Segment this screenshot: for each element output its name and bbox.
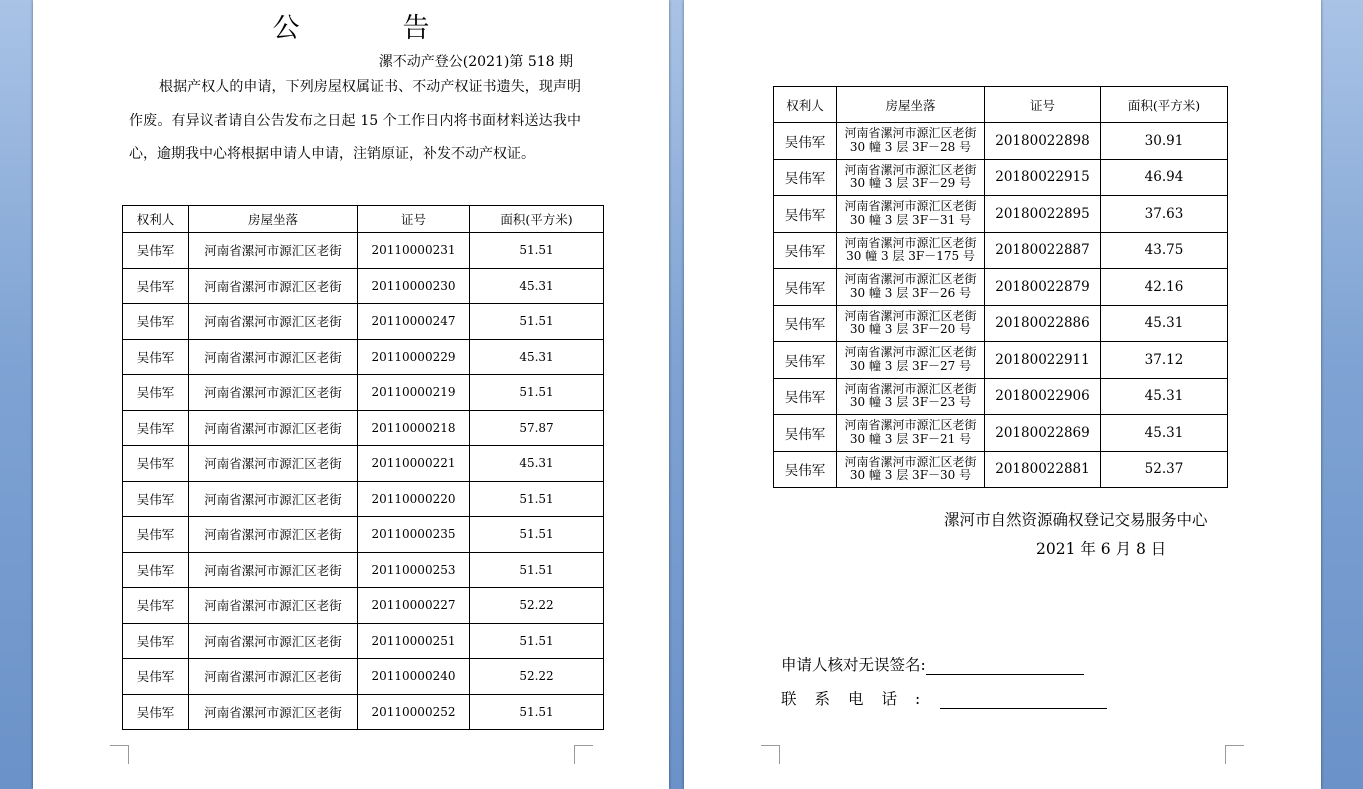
location-cell: 河南省漯河市源汇区老街 30 幢 3 层 3F－31 号: [837, 196, 985, 233]
location-cell: 河南省漯河市源汇区老街 30 幢 3 层 3F－27 号: [837, 342, 985, 379]
cert-no-cell: 20110000253: [358, 552, 470, 588]
area-cell: 51.51: [470, 481, 604, 517]
owner-cell: 吴伟军: [774, 415, 837, 452]
table-row: [774, 123, 1228, 160]
owner-cell: 吴伟军: [123, 339, 189, 375]
area-cell: 51.51: [470, 304, 604, 340]
area-cell: 51.51: [470, 233, 604, 269]
cert-no-cell: 20180022887: [985, 232, 1101, 269]
area-cell: 51.51: [470, 552, 604, 588]
table-row: [123, 552, 604, 588]
header-area: 面积(平方米): [1101, 87, 1228, 123]
location-cell: 河南省漯河市源汇区老街: [189, 552, 358, 588]
table-row: [774, 159, 1228, 196]
owner-cell: 吴伟军: [774, 342, 837, 379]
cert-no-cell: 20110000235: [358, 517, 470, 553]
owner-cell: 吴伟军: [774, 269, 837, 306]
phone-blank: [940, 694, 1107, 709]
location-cell: 河南省漯河市源汇区老街 30 幢 3 层 3F－30 号: [837, 451, 985, 488]
table-row: [123, 375, 604, 411]
owner-cell: 吴伟军: [123, 517, 189, 553]
phone-label: 联系电话:: [781, 690, 939, 708]
area-cell: 46.94: [1101, 159, 1228, 196]
area-cell: 37.63: [1101, 196, 1228, 233]
area-cell: 37.12: [1101, 342, 1228, 379]
header-cert-no: 证号: [358, 206, 470, 233]
area-cell: 45.31: [1101, 305, 1228, 342]
location-cell: 河南省漯河市源汇区老街: [189, 694, 358, 730]
table-row: [774, 269, 1228, 306]
header-cert-no: 证号: [985, 87, 1101, 123]
cert-no-cell: 20110000240: [358, 659, 470, 695]
table-row: [123, 517, 604, 553]
location-cell: 河南省漯河市源汇区老街: [189, 517, 358, 553]
area-cell: 51.51: [470, 694, 604, 730]
owner-cell: 吴伟军: [774, 451, 837, 488]
table-row: [774, 415, 1228, 452]
notice-doc-number: 漯不动产登公(2021)第 518 期: [378, 54, 573, 70]
applicant-signature-line: [781, 653, 1084, 675]
area-cell: 51.51: [470, 623, 604, 659]
cert-no-cell: 20180022898: [985, 123, 1101, 160]
owner-cell: 吴伟军: [123, 446, 189, 482]
cert-no-cell: 20180022911: [985, 342, 1101, 379]
certificate-table-right: [773, 86, 1228, 488]
owner-cell: 吴伟军: [774, 196, 837, 233]
location-cell: 河南省漯河市源汇区老街: [189, 375, 358, 411]
table-row: [123, 268, 604, 304]
cert-no-cell: 20110000218: [358, 410, 470, 446]
owner-cell: 吴伟军: [123, 375, 189, 411]
owner-cell: 吴伟军: [123, 659, 189, 695]
owner-cell: 吴伟军: [123, 481, 189, 517]
table-row: [123, 233, 604, 269]
owner-cell: 吴伟军: [774, 123, 837, 160]
location-cell: 河南省漯河市源汇区老街 30 幢 3 层 3F－21 号: [837, 415, 985, 452]
area-cell: 57.87: [470, 410, 604, 446]
header-area: 面积(平方米): [470, 206, 604, 233]
header-owner: 权利人: [774, 87, 837, 123]
table-row: [123, 481, 604, 517]
owner-cell: 吴伟军: [774, 378, 837, 415]
cert-no-cell: 20110000247: [358, 304, 470, 340]
area-cell: 51.51: [470, 375, 604, 411]
cert-no-cell: 20110000230: [358, 268, 470, 304]
location-cell: 河南省漯河市源汇区老街 30 幢 3 层 3F－26 号: [837, 269, 985, 306]
location-cell: 河南省漯河市源汇区老街 30 幢 3 层 3F－20 号: [837, 305, 985, 342]
table-header-row: [123, 206, 604, 233]
owner-cell: 吴伟军: [123, 552, 189, 588]
area-cell: 45.31: [1101, 415, 1228, 452]
cert-no-cell: 20110000252: [358, 694, 470, 730]
owner-cell: 吴伟军: [123, 623, 189, 659]
area-cell: 52.37: [1101, 451, 1228, 488]
table-body-right: [774, 123, 1228, 488]
location-cell: 河南省漯河市源汇区老街: [189, 481, 358, 517]
location-cell: 河南省漯河市源汇区老街: [189, 233, 358, 269]
document-page-right: [684, 0, 1321, 789]
contact-phone-line: [781, 687, 1107, 709]
cert-no-cell: 20180022879: [985, 269, 1101, 306]
header-owner: 权利人: [123, 206, 189, 233]
owner-cell: 吴伟军: [774, 232, 837, 269]
cert-no-cell: 20110000221: [358, 446, 470, 482]
cert-no-cell: 20180022915: [985, 159, 1101, 196]
notice-title: 公 告: [272, 13, 468, 44]
table-row: [774, 451, 1228, 488]
owner-cell: 吴伟军: [123, 410, 189, 446]
table-row: [774, 342, 1228, 379]
area-cell: 51.51: [470, 517, 604, 553]
location-cell: 河南省漯河市源汇区老街: [189, 659, 358, 695]
signature-blank: [926, 660, 1084, 675]
table-row: [123, 623, 604, 659]
table-row: [774, 196, 1228, 233]
table-body-left: [123, 233, 604, 730]
cert-no-cell: 20180022886: [985, 305, 1101, 342]
area-cell: 52.22: [470, 659, 604, 695]
area-cell: 30.91: [1101, 123, 1228, 160]
cert-no-cell: 20110000227: [358, 588, 470, 624]
cert-no-cell: 20110000219: [358, 375, 470, 411]
area-cell: 45.31: [470, 268, 604, 304]
table-row: [123, 446, 604, 482]
page-corner-mark: [110, 745, 129, 764]
owner-cell: 吴伟军: [123, 304, 189, 340]
area-cell: 52.22: [470, 588, 604, 624]
table-row: [123, 694, 604, 730]
table-row: [123, 659, 604, 695]
location-cell: 河南省漯河市源汇区老街: [189, 268, 358, 304]
table-row: [774, 378, 1228, 415]
owner-cell: 吴伟军: [123, 694, 189, 730]
location-cell: 河南省漯河市源汇区老街: [189, 588, 358, 624]
area-cell: 45.31: [1101, 378, 1228, 415]
table-header-row: [774, 87, 1228, 123]
notice-intro-paragraph: 根据产权人的申请，下列房屋权属证书、不动产权证书遗失，现声明作废。有异议者请自公告发布之日起 15 个工作日内将书面材料送达我中心，逾期我中心将根据申请人申请，注销原证，补发不动产权证。: [129, 79, 581, 162]
cert-no-cell: 20180022895: [985, 196, 1101, 233]
issuing-organization: 漯河市自然资源确权登记交易服务中心: [944, 511, 1208, 529]
header-location: 房屋坐落: [837, 87, 985, 123]
area-cell: 42.16: [1101, 269, 1228, 306]
owner-cell: 吴伟军: [774, 159, 837, 196]
certificate-table-left: [122, 205, 604, 730]
owner-cell: 吴伟军: [123, 588, 189, 624]
owner-cell: 吴伟军: [123, 233, 189, 269]
page-corner-mark: [761, 745, 780, 764]
location-cell: 河南省漯河市源汇区老街 30 幢 3 层 3F－28 号: [837, 123, 985, 160]
location-cell: 河南省漯河市源汇区老街 30 幢 3 层 3F－23 号: [837, 378, 985, 415]
cert-no-cell: 20110000251: [358, 623, 470, 659]
area-cell: 45.31: [470, 446, 604, 482]
issue-date: 2021 年 6 月 8 日: [1036, 540, 1167, 558]
header-location: 房屋坐落: [189, 206, 358, 233]
owner-cell: 吴伟军: [774, 305, 837, 342]
table-row: [123, 339, 604, 375]
cert-no-cell: 20110000231: [358, 233, 470, 269]
table-row: [774, 305, 1228, 342]
table-row: [123, 304, 604, 340]
table-row: [774, 232, 1228, 269]
location-cell: 河南省漯河市源汇区老街: [189, 339, 358, 375]
location-cell: 河南省漯河市源汇区老街: [189, 623, 358, 659]
cert-no-cell: 20110000229: [358, 339, 470, 375]
table-row: [123, 588, 604, 624]
area-cell: 43.75: [1101, 232, 1228, 269]
table-row: [123, 410, 604, 446]
page-corner-mark: [1225, 745, 1244, 764]
cert-no-cell: 20180022906: [985, 378, 1101, 415]
cert-no-cell: 20180022869: [985, 415, 1101, 452]
location-cell: 河南省漯河市源汇区老街: [189, 304, 358, 340]
area-cell: 45.31: [470, 339, 604, 375]
signature-label: 申请人核对无误签名:: [781, 656, 926, 674]
cert-no-cell: 20180022881: [985, 451, 1101, 488]
location-cell: 河南省漯河市源汇区老街: [189, 446, 358, 482]
location-cell: 河南省漯河市源汇区老街 30 幢 3 层 3F－29 号: [837, 159, 985, 196]
location-cell: 河南省漯河市源汇区老街 30 幢 3 层 3F－175 号: [837, 232, 985, 269]
document-page-left: [33, 0, 669, 789]
page-corner-mark: [574, 745, 593, 764]
location-cell: 河南省漯河市源汇区老街: [189, 410, 358, 446]
owner-cell: 吴伟军: [123, 268, 189, 304]
cert-no-cell: 20110000220: [358, 481, 470, 517]
